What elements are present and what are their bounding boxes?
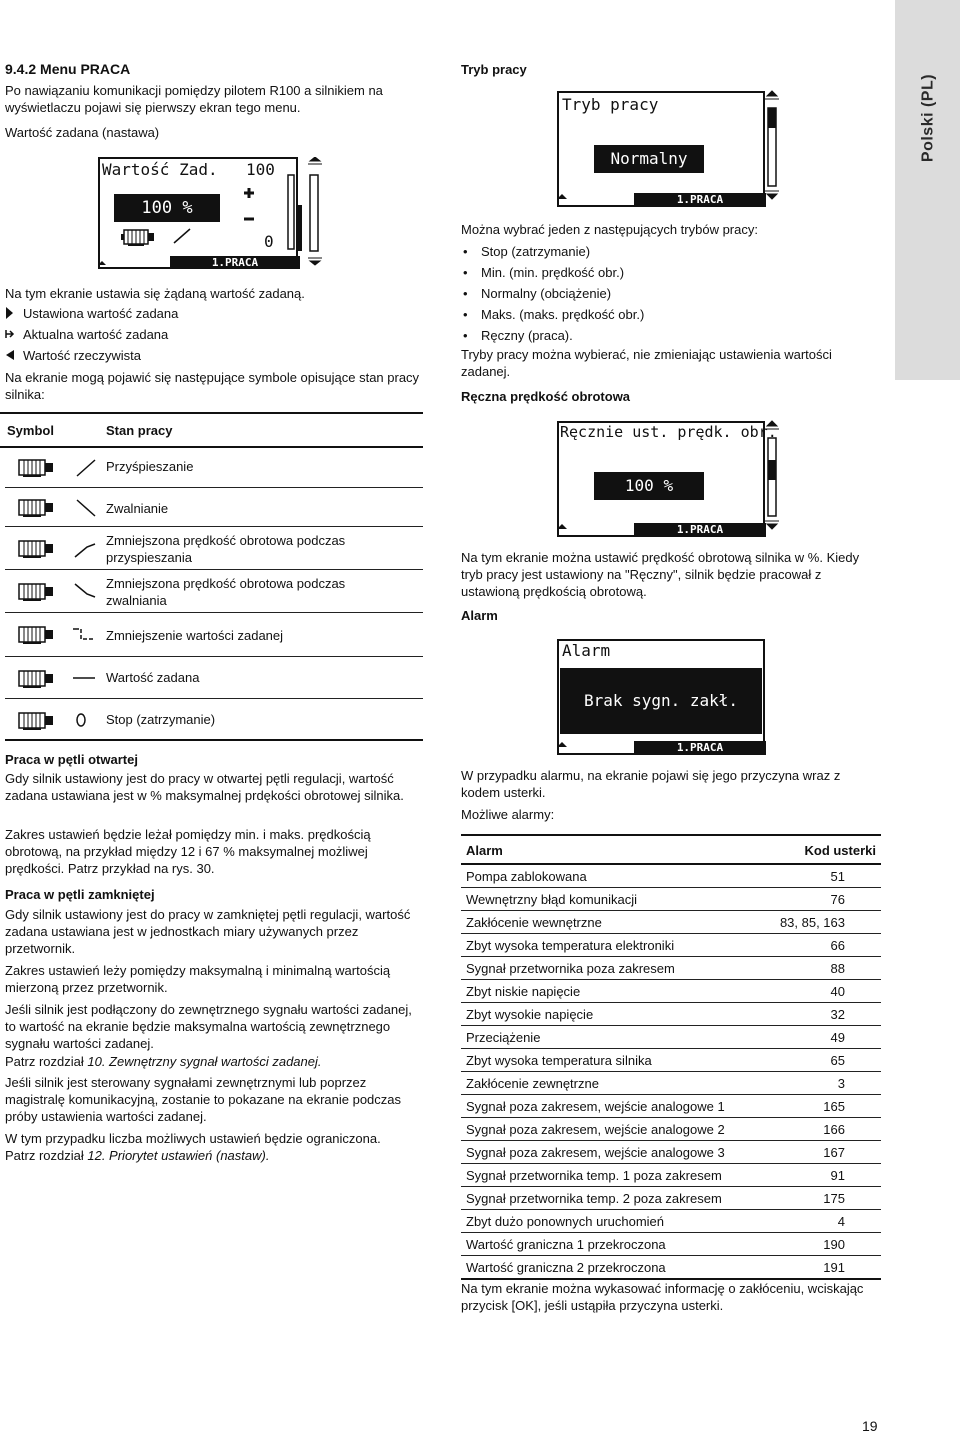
closed-loop-p6: W tym przypadku liczba możliwych ustawień będzie ograniczona. bbox=[5, 1131, 381, 1146]
legend-item-real bbox=[5, 347, 141, 364]
alarm-code-cell: 4 bbox=[762, 1210, 881, 1233]
alarm-code-cell: 49 bbox=[762, 1026, 881, 1049]
symbol-col-header: Symbol bbox=[7, 423, 54, 438]
symbol-row bbox=[5, 446, 423, 488]
ramp-down-icon bbox=[17, 494, 97, 520]
mode-lcd-footer: 1.PRACA bbox=[634, 193, 766, 207]
alarm-name-cell: Wewnętrzny błąd komunikacji bbox=[461, 888, 762, 911]
alarm-table-row bbox=[461, 888, 881, 911]
setpoint-reduction-icon bbox=[17, 621, 97, 647]
alarm-code-cell: 83, 85, 163 bbox=[762, 911, 881, 934]
legend-set-label: Ustawiona wartość zadana bbox=[23, 306, 179, 321]
alarm-name-cell: Zbyt dużo ponownych uruchomień bbox=[461, 1210, 762, 1233]
alarm-name-cell: Wartość graniczna 1 przekroczona bbox=[461, 1233, 762, 1256]
alarm-footnote: Na tym ekranie można wykasować informację o zakłóceniu, wciskając przycisk [OK], jeśli ustąpiła przyczyna usterki. bbox=[461, 1281, 864, 1313]
alarm-table bbox=[461, 834, 881, 1280]
closed-loop-p1: Gdy silnik ustawiony jest do pracy w zamkniętej pętli regulacji, wartość zadana ustawiana jest w jednostkach miary używanych przez przetwornik. bbox=[5, 907, 411, 956]
symbol-row bbox=[5, 570, 423, 613]
symbol-label: Zmniejszona prędkość obrotowa podczas przyspieszania bbox=[106, 533, 346, 565]
setpoint-lcd bbox=[98, 157, 320, 267]
alarm-code-cell: 167 bbox=[762, 1141, 881, 1164]
alarm-table-row bbox=[461, 1003, 881, 1026]
mode-option: • Stop (zatrzymanie) bbox=[461, 241, 881, 262]
manual-lcd-footer: 1.PRACA bbox=[634, 523, 766, 537]
alarm-possible-label: Możliwe alarmy: bbox=[461, 807, 555, 822]
alarm-table-row bbox=[461, 1141, 881, 1164]
alarm-code-cell: 76 bbox=[762, 888, 881, 911]
alarm-table-row bbox=[461, 980, 881, 1003]
symbol-row bbox=[5, 613, 423, 657]
chapter-12-reference: 12. Priorytet ustawień (nastaw). bbox=[87, 1148, 270, 1163]
stop-zero-icon bbox=[17, 707, 97, 733]
alarm-table-row bbox=[461, 1095, 881, 1118]
alarm-code-cell: 91 bbox=[762, 1164, 881, 1187]
symbol-label: Wartość zadana bbox=[106, 670, 200, 685]
legend-item-actual bbox=[5, 326, 168, 343]
symbol-label: Przyśpieszanie bbox=[106, 459, 194, 474]
closed-loop-heading: Praca w pętli zamkniętej bbox=[5, 887, 155, 902]
code-col-header: Kod usterki bbox=[762, 835, 881, 864]
open-loop-heading: Praca w pętli otwartej bbox=[5, 752, 138, 767]
alarm-code-cell: 32 bbox=[762, 1003, 881, 1026]
alarm-code-cell: 191 bbox=[762, 1256, 881, 1280]
alarm-code-cell: 51 bbox=[762, 864, 881, 888]
alarm-table-row bbox=[461, 1118, 881, 1141]
setpoint-description: Na tym ekranie ustawia się żądaną wartość zadaną. bbox=[5, 286, 305, 301]
alarm-table-row bbox=[461, 911, 881, 934]
page-number: 19 bbox=[862, 1418, 878, 1434]
alarm-name-cell: Sygnał poza zakresem, wejście analogowe 1 bbox=[461, 1095, 762, 1118]
symbol-row bbox=[5, 657, 423, 699]
mode-options-list bbox=[461, 241, 881, 346]
ramp-up-icon bbox=[17, 454, 97, 480]
alarm-name-cell: Sygnał przetwornika temp. 2 poza zakresem bbox=[461, 1187, 762, 1210]
manual-lcd-title: Ręcznie ust. prędk. obr. bbox=[560, 423, 777, 441]
alarm-col-header: Alarm bbox=[461, 835, 762, 864]
intro-paragraph: Po nawiązaniu komunikacji pomiędzy pilotem R100 a silnikiem na wyświetlaczu pojawi się pierwszy ekran tego menu. bbox=[5, 83, 383, 115]
setpoint-lcd-title: Wartość Zad. bbox=[102, 160, 218, 179]
alarm-name-cell: Sygnał poza zakresem, wejście analogowe 2 bbox=[461, 1118, 762, 1141]
language-tab-label: Polski (PL) bbox=[919, 73, 936, 163]
mode-option: • Min. (min. prędkość obr.) bbox=[461, 262, 881, 283]
alarm-table-row bbox=[461, 1026, 881, 1049]
setpoint-lcd-value: 100 % bbox=[114, 194, 220, 222]
alarm-table-row bbox=[461, 864, 881, 888]
legend-real-label: Wartość rzeczywista bbox=[23, 348, 141, 363]
alarm-name-cell: Zbyt wysokie napięcie bbox=[461, 1003, 762, 1026]
mode-lcd-title: Tryb pracy bbox=[562, 95, 659, 114]
setpoint-line-icon bbox=[17, 665, 97, 691]
alarm-code-cell: 65 bbox=[762, 1049, 881, 1072]
alarm-name-cell: Wartość graniczna 2 przekroczona bbox=[461, 1256, 762, 1280]
alarm-code-cell: 190 bbox=[762, 1233, 881, 1256]
alarm-lcd-title: Alarm bbox=[562, 641, 611, 660]
alarm-lcd bbox=[556, 638, 784, 758]
setpoint-lcd-max: 100 bbox=[246, 160, 275, 179]
symbols-intro: Na ekranie mogą pojawić się następujące symbole opisujące stan pracy silnika: bbox=[5, 370, 420, 402]
alarm-name-cell: Zakłócenie zewnętrzne bbox=[461, 1072, 762, 1095]
symbol-label: Zwalnianie bbox=[106, 501, 169, 516]
alarm-name-cell: Sygnał przetwornika poza zakresem bbox=[461, 957, 762, 980]
alarm-table-row bbox=[461, 1187, 881, 1210]
closed-loop-p4 bbox=[5, 1053, 423, 1070]
closed-loop-p3: Jeśli silnik jest podłączony do zewnętrznego sygnału wartości zadanej, to wartość na ekranie będzie maksymalna wartością zewnętrznego sygnału wartości zadanej. bbox=[5, 1002, 412, 1051]
setpoint-lcd-min: 0 bbox=[264, 232, 274, 251]
alarm-lcd-footer: 1.PRACA bbox=[634, 741, 766, 755]
reduced-ramp-down-icon bbox=[17, 578, 97, 604]
closed-loop-p2: Zakres ustawień leży pomiędzy maksymalną i minimalną wartością mierzoną przez przetwornik. bbox=[5, 963, 391, 995]
alarm-table-row bbox=[461, 957, 881, 980]
manual-lcd bbox=[556, 420, 784, 540]
arrow-actual-icon bbox=[5, 328, 15, 340]
legend-actual-label: Aktualna wartość zadana bbox=[23, 327, 169, 342]
chapter-10-reference: 10. Zewnętrzny sygnał wartości zadanej. bbox=[87, 1054, 322, 1069]
alarm-table-row bbox=[461, 934, 881, 957]
alarm-table-row bbox=[461, 1256, 881, 1280]
alarm-description: W przypadku alarmu, na ekranie pojawi się jego przyczyna wraz z kodem usterki. bbox=[461, 768, 841, 800]
alarm-code-cell: 175 bbox=[762, 1187, 881, 1210]
alarm-code-cell: 40 bbox=[762, 980, 881, 1003]
closed-loop-p7 bbox=[5, 1147, 423, 1164]
alarm-code-cell: 166 bbox=[762, 1118, 881, 1141]
alarm-table-header bbox=[461, 835, 881, 864]
alarm-table-row bbox=[461, 1164, 881, 1187]
alarm-code-cell: 3 bbox=[762, 1072, 881, 1095]
mode-lcd bbox=[556, 90, 784, 210]
open-loop-p2: Zakres ustawień będzie leżał pomiędzy min. i maks. prędkością obrotową, na przykład między 12 i 67 % maksymalnej możliwej prędkości. Patrz przykład na rys. 30. bbox=[5, 827, 371, 876]
mode-option: • Ręczny (praca). bbox=[461, 325, 881, 346]
symbol-label: Zmniejszenie wartości zadanej bbox=[106, 628, 284, 643]
mode-lcd-value: Normalny bbox=[594, 145, 704, 173]
alarm-name-cell: Zbyt wysoka temperatura silnika bbox=[461, 1049, 762, 1072]
triangle-real-icon bbox=[5, 349, 15, 361]
mode-intro: Można wybrać jeden z następujących trybów pracy: bbox=[461, 222, 758, 237]
state-col-header: Stan pracy bbox=[106, 423, 173, 438]
closed-loop-p4-prefix: Patrz rozdział bbox=[5, 1054, 88, 1069]
symbol-row bbox=[5, 488, 423, 527]
open-loop-p1: Gdy silnik ustawiony jest do pracy w otwartej pętli regulacji, wartość zadana ustawiana jest w % maksymalnej prdękości obrotowej silnika. bbox=[5, 771, 404, 803]
alarm-name-cell: Zbyt niskie napięcie bbox=[461, 980, 762, 1003]
alarm-code-cell: 165 bbox=[762, 1095, 881, 1118]
alarm-name-cell: Przeciążenie bbox=[461, 1026, 762, 1049]
alarm-table-row bbox=[461, 1233, 881, 1256]
alarm-name-cell: Zakłócenie wewnętrzne bbox=[461, 911, 762, 934]
reduced-ramp-up-icon bbox=[17, 535, 97, 561]
legend-item-set bbox=[5, 305, 178, 322]
triangle-set-icon bbox=[5, 307, 15, 319]
setpoint-heading: Wartość zadana (nastawa) bbox=[5, 125, 160, 140]
section-heading: 9.4.2 Menu PRACA bbox=[5, 61, 131, 77]
alarm-code-cell: 66 bbox=[762, 934, 881, 957]
symbol-label: Zmniejszona prędkość obrotowa podczas zwalniania bbox=[106, 576, 346, 608]
alarm-code-cell: 88 bbox=[762, 957, 881, 980]
language-tab bbox=[895, 0, 960, 380]
mode-option: • Maks. (maks. prędkość obr.) bbox=[461, 304, 881, 325]
alarm-table-body bbox=[461, 864, 881, 1279]
closed-loop-p7-prefix: Patrz rozdział bbox=[5, 1148, 88, 1163]
manual-description: Na tym ekranie można ustawić prędkość obrotową silnika w %. Kiedy tryb pracy jest ustawiony na "Ręczny", silnik będzie pracował z ustawioną prędkością obrotową. bbox=[461, 550, 860, 599]
mode-heading: Tryb pracy bbox=[461, 62, 527, 77]
mode-option: • Normalny (obciążenie) bbox=[461, 283, 881, 304]
alarm-table-row bbox=[461, 1210, 881, 1233]
alarm-name-cell: Sygnał poza zakresem, wejście analogowe 3 bbox=[461, 1141, 762, 1164]
symbol-table-header bbox=[0, 412, 423, 448]
manual-heading: Ręczna prędkość obrotowa bbox=[461, 389, 631, 404]
symbol-label: Stop (zatrzymanie) bbox=[106, 712, 216, 727]
alarm-table-row bbox=[461, 1072, 881, 1095]
alarm-heading: Alarm bbox=[461, 608, 498, 623]
symbol-row bbox=[5, 527, 423, 570]
alarm-name-cell: Zbyt wysoka temperatura elektroniki bbox=[461, 934, 762, 957]
alarm-lcd-message: Brak sygn. zakł. bbox=[560, 668, 762, 734]
alarm-name-cell: Sygnał przetwornika temp. 1 poza zakresem bbox=[461, 1164, 762, 1187]
setpoint-lcd-footer: 1.PRACA bbox=[170, 256, 300, 269]
mode-outro: Tryby pracy można wybierać, nie zmieniając ustawienia wartości zadanej. bbox=[461, 347, 832, 379]
symbol-row bbox=[5, 699, 423, 741]
alarm-table-row bbox=[461, 1049, 881, 1072]
manual-lcd-value: 100 % bbox=[594, 472, 704, 500]
alarm-name-cell: Pompa zablokowana bbox=[461, 864, 762, 888]
closed-loop-p5: Jeśli silnik jest sterowany sygnałami zewnętrznymi lub poprzez magistralę komunikacyjną, zostanie to pokazane na ekranie podczas próby ustawienia wartości zadanej. bbox=[5, 1075, 402, 1124]
